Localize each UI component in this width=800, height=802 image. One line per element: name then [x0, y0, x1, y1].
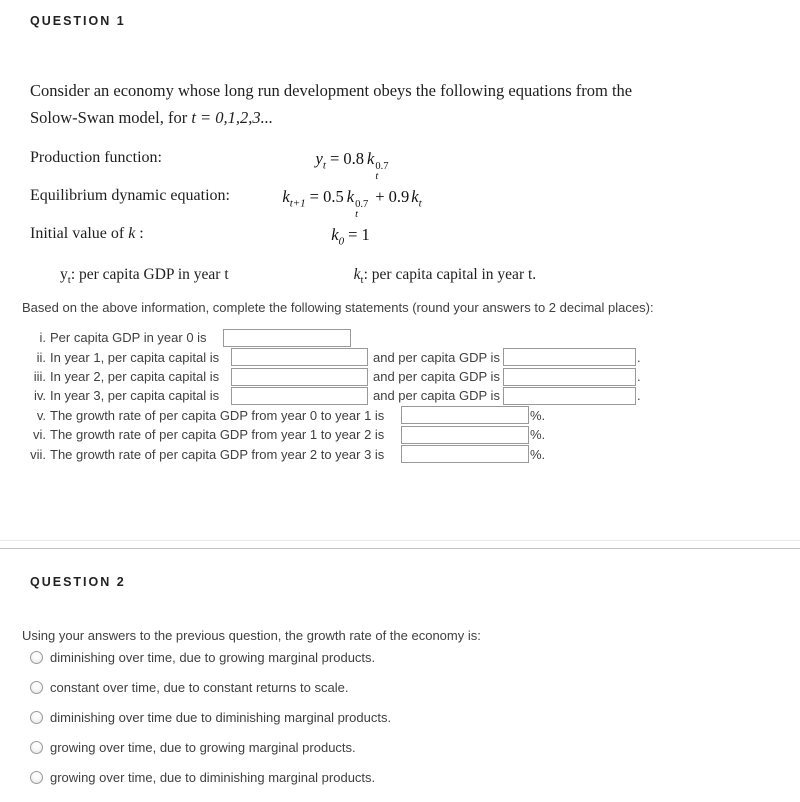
- initial-value-row: [30, 225, 800, 249]
- radio-button-icon[interactable]: [30, 711, 43, 724]
- item-number: iv.: [33, 388, 46, 404]
- production-function-equation: $y_t = 0.8$ k 0.7 t: [315, 149, 389, 182]
- option-label: growing over time, due to diminishing marginal products.: [50, 770, 376, 786]
- item-label: In year 2, per capita capital is: [50, 369, 220, 385]
- radio-button-icon[interactable]: [30, 681, 43, 694]
- radio-button-icon[interactable]: [30, 651, 43, 664]
- initial-value-equation: $k_0 = 1$: [331, 225, 370, 248]
- production-function-row: [30, 149, 800, 182]
- item-row-iv: iv. In year 3, per capita capital is and per capita GDP is .: [0, 386, 800, 405]
- initial-value-label: Initial value of k :: [30, 225, 144, 242]
- option-diminishing-diminishing-mp[interactable]: [30, 711, 800, 725]
- option-label: growing over time, due to growing marginal products.: [50, 740, 356, 756]
- intro-math-sequence: t = 0,1,2,3...: [191, 108, 274, 127]
- capital-definition: $k_t$: per capita capital in year t.: [353, 266, 537, 287]
- dynamic-equation-label: Equilibrium dynamic equation:: [30, 187, 230, 204]
- item-label: The growth rate of per capita GDP from year 0 to year 1 is: [50, 407, 385, 423]
- item-label: In year 1, per capita capital is: [50, 349, 220, 365]
- gdp-definition: $y_t$: per capita GDP in year t: [60, 266, 229, 287]
- question-1-intro: [30, 77, 648, 131]
- capital-year1-input[interactable]: [231, 348, 368, 366]
- production-function-label: Production function:: [30, 149, 162, 166]
- item-number: ii.: [36, 349, 46, 365]
- item-row-vii: vii. The growth rate of per capita GDP from year 2 to year 3 is %.: [0, 444, 800, 463]
- radio-button-icon[interactable]: [30, 771, 43, 784]
- gdp-year3-input[interactable]: [503, 387, 636, 405]
- item-mid-label: and per capita GDP is: [373, 349, 500, 365]
- option-label: diminishing over time, due to growing marginal products.: [50, 650, 376, 666]
- growth-rate-y2-y3-input[interactable]: [401, 445, 529, 463]
- item-label: Per capita GDP in year 0 is: [50, 330, 207, 346]
- option-constant-returns[interactable]: [30, 681, 800, 695]
- item-number: i.: [39, 330, 46, 346]
- gdp-year1-input[interactable]: [503, 348, 636, 366]
- item-mid-label: and per capita GDP is: [373, 369, 500, 385]
- item-number: iii.: [33, 369, 46, 385]
- item-row-v: v. The growth rate of per capita GDP from year 0 to year 1 is %.: [0, 406, 800, 425]
- question-2-prompt: Using your answers to the previous question, the growth rate of the economy is:: [22, 627, 481, 643]
- equations-block: [0, 149, 800, 249]
- option-growing-growing-mp[interactable]: [30, 741, 800, 755]
- item-row-iii: iii. In year 2, per capita capital is and per capita GDP is .: [0, 367, 800, 386]
- fill-in-items: [0, 328, 800, 464]
- item-number: v.: [36, 407, 46, 423]
- item-label: In year 3, per capita capital is: [50, 388, 220, 404]
- answer-options: [30, 651, 800, 785]
- item-label: The growth rate of per capita GDP from year 2 to year 3 is: [50, 446, 385, 462]
- gdp-year0-input[interactable]: [223, 329, 351, 347]
- item-number: vii.: [30, 446, 46, 462]
- instructions-text: Based on the above information, complete the following statements (round your answers to 2 decimal places):: [22, 300, 654, 316]
- item-row-ii: ii. In year 1, per capita capital is and per capita GDP is .: [0, 347, 800, 366]
- question-2-header: QUESTION 2: [30, 574, 126, 589]
- question-2-section: [0, 548, 800, 785]
- option-growing-diminishing-mp[interactable]: [30, 771, 800, 785]
- capital-year3-input[interactable]: [231, 387, 368, 405]
- growth-rate-y0-y1-input[interactable]: [401, 406, 529, 424]
- item-row-i: [0, 328, 800, 347]
- dynamic-equation-row: [30, 187, 800, 220]
- gdp-year2-input[interactable]: [503, 368, 636, 386]
- question-1-header: QUESTION 1: [30, 14, 126, 28]
- capital-year2-input[interactable]: [231, 368, 368, 386]
- option-label: diminishing over time due to diminishing marginal products.: [50, 710, 392, 726]
- item-row-vi: vi. The growth rate of per capita GDP from year 1 to year 2 is %.: [0, 425, 800, 444]
- intro-text: Consider an economy whose long run development obeys the following equations from the Solow-Swan model, for: [30, 81, 633, 127]
- item-label: The growth rate of per capita GDP from year 1 to year 2 is: [50, 427, 385, 443]
- variable-definitions: [60, 266, 800, 286]
- radio-button-icon[interactable]: [30, 741, 43, 754]
- option-label: constant over time, due to constant returns to scale.: [50, 680, 349, 696]
- item-number: vi.: [33, 427, 46, 443]
- growth-rate-y1-y2-input[interactable]: [401, 426, 529, 444]
- item-mid-label: and per capita GDP is: [373, 388, 500, 404]
- dynamic-equation: $k_{t+1} = 0.5$ k 0.7 t + 0.9 $k_t$: [282, 187, 422, 220]
- option-diminishing-growing-mp[interactable]: [30, 651, 800, 665]
